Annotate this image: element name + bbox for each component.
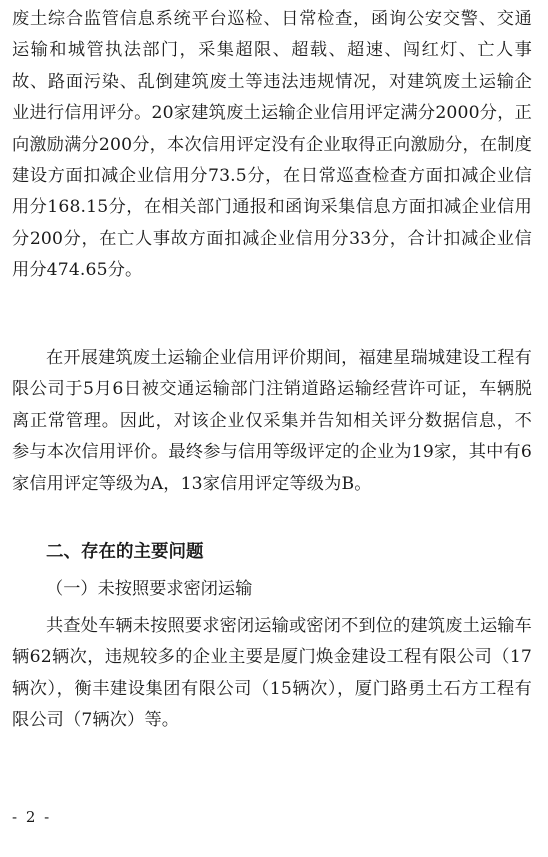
- subsection-heading: （一）未按照要求密闭运输: [46, 579, 253, 599]
- body-paragraph: 废土综合监管信息系统平台巡检、日常检查，函询公安交警、交通运输和城管执法部门，采集超限、超载、超速、闯红灯、亡人事故、路面污染、乱倒建筑废土等违法违规情况，对建筑废土运输企业进行信用评分。20家建筑废土运输企业信用评定满分2000分，正向激励满分200分，本次信用评定没有企业取得正向激励分，在制度建设方面扣减企业信用分73.5分，在日常巡查检查方面扣减企业信用分168.15分，在相关部门通报和函询采集信息方面扣减企业信用分200分，在亡人事故方面扣减企业信用分33分，合计扣减企业信用分474.65分。: [12, 9, 532, 281]
- section-heading: 二、存在的主要问题: [46, 542, 204, 562]
- page-number: - 2 -: [12, 808, 52, 826]
- body-paragraph: 在开展建筑废土运输企业信用评价期间，福建星瑞城建设工程有限公司于5月6日被交通运输部门注销道路运输经营许可证，车辆脱离正常管理。因此，对该企业仅采集并告知相关评分数据信息，不参与本次信用评价。最终参与信用等级评定的企业为19家，其中有6家信用评定等级为A，13家信用评定等级为B。: [12, 348, 532, 494]
- body-paragraph: 共查处车辆未按照要求密闭运输或密闭不到位的建筑废土运输车辆62辆次，违规较多的企业主要是厦门焕金建设工程有限公司（17辆次），衡丰建设集团有限公司（15辆次），厦门路勇土石方工程有限公司（7辆次）等。: [12, 616, 532, 731]
